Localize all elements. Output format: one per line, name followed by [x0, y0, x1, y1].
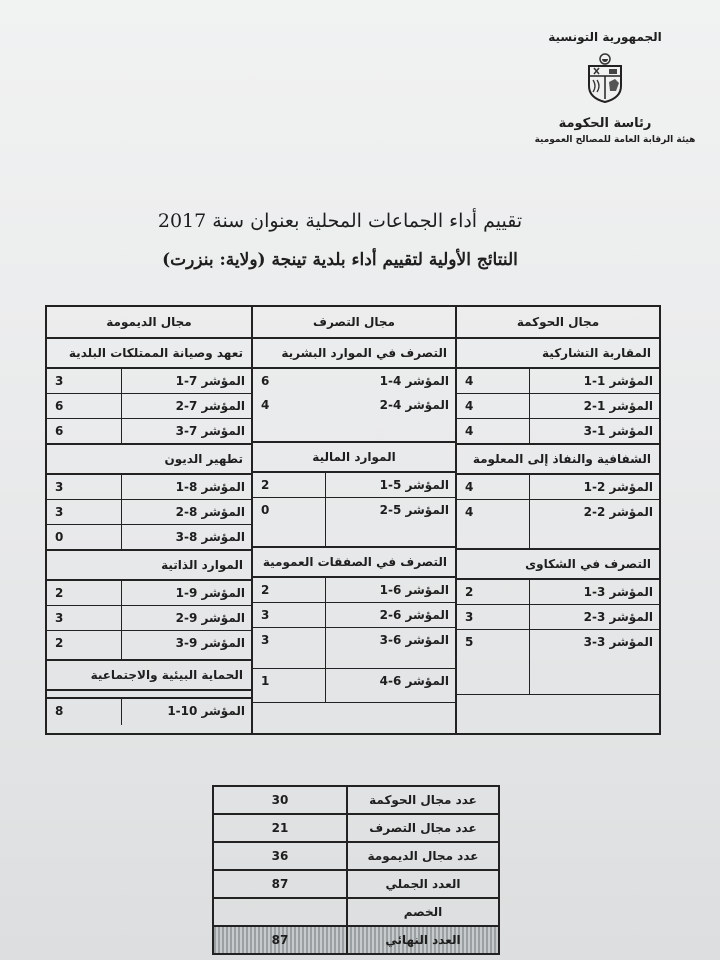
summary-label: الخصم: [346, 899, 498, 925]
domain-governance: [455, 307, 659, 733]
indicator-value: 2: [261, 478, 270, 492]
indicator-label: المؤشر 1-1: [529, 369, 659, 393]
document-subtitle: [60, 250, 620, 270]
indicator-row: [253, 669, 455, 703]
indicator-value: 0: [55, 530, 64, 544]
indicator-row: [253, 628, 455, 669]
indicator-row: [47, 475, 251, 500]
summary-value: 36: [271, 849, 289, 863]
section-property: [47, 339, 251, 445]
domain-title: مجال الديمومة: [47, 307, 251, 339]
indicator-label: المؤشر 9-2: [121, 606, 251, 630]
summary-row: [214, 787, 498, 815]
indicator-label: المؤشر 5-1: [325, 473, 455, 497]
summary-value: [214, 899, 346, 925]
indicator-value: 8: [55, 704, 64, 718]
indicator-label: المؤشر 9-1: [121, 581, 251, 605]
section-title: الموارد الذاتية: [47, 551, 251, 581]
indicator-row: [253, 369, 455, 393]
indicator-value: 6: [55, 424, 64, 438]
section-title: تطهير الديون: [47, 445, 251, 475]
summary-label: عدد مجال الحوكمة: [346, 787, 498, 813]
empty-cell: [253, 703, 455, 733]
summary-label: عدد مجال التصرف: [346, 815, 498, 841]
indicator-value: 4: [465, 424, 474, 438]
domain-title: مجال الحوكمة: [457, 307, 659, 339]
indicator-row: [253, 393, 455, 441]
section-title: الموارد المالية: [253, 443, 455, 473]
section-debts: [47, 445, 251, 551]
indicator-row: [457, 475, 659, 500]
section-title: المقاربة التشاركية: [457, 339, 659, 369]
section-finance: [253, 443, 455, 548]
summary-row: [214, 899, 498, 927]
section-title: التصرف في الموارد البشرية: [253, 339, 455, 369]
letterhead: [530, 30, 696, 145]
indicator-row: [457, 369, 659, 394]
section-title: التصرف في الصفقات العمومية: [253, 548, 455, 578]
indicator-row: [47, 525, 251, 549]
indicator-row: [253, 473, 455, 498]
indicator-value: 3: [261, 608, 270, 622]
indicator-label: المؤشر 2-1: [529, 475, 659, 499]
summary-row: [214, 815, 498, 843]
summary-row: [214, 843, 498, 871]
indicator-value: 4: [465, 374, 474, 388]
indicator-value: 1: [261, 674, 270, 688]
indicator-row: [457, 630, 659, 694]
indicator-row: [47, 369, 251, 394]
indicator-value: 3: [55, 480, 64, 494]
summary-value: 30: [271, 793, 289, 807]
indicator-row: [47, 631, 251, 659]
indicator-value: 4: [465, 399, 474, 413]
section-transparency: [457, 445, 659, 550]
summary-label: عدد مجال الديمومة: [346, 843, 498, 869]
summary-label: العدد الجملي: [346, 871, 498, 897]
section-participatory: [457, 339, 659, 445]
indicator-row: [457, 605, 659, 630]
indicator-label: المؤشر 8-3: [121, 525, 251, 549]
section-own-resources: [47, 551, 251, 661]
section-procurement: [253, 548, 455, 733]
indicator-label: المؤشر 8-1: [121, 475, 251, 499]
document-title: تقييم أداء الجماعات المحلية بعنوان سنة 2017: [157, 210, 523, 232]
government-name: رئاسة الحكومة: [558, 116, 652, 131]
indicator-label: المؤشر 1-3: [529, 419, 659, 443]
indicator-row: [47, 500, 251, 525]
summary-value: 87: [271, 877, 289, 891]
summary-table: [212, 785, 500, 955]
section-complaints: [457, 550, 659, 725]
indicator-value: 2: [55, 586, 64, 600]
section-hr: [253, 339, 455, 443]
indicator-label: المؤشر 3-1: [529, 580, 659, 604]
indicator-value: 6: [55, 399, 64, 413]
indicator-value: 4: [465, 505, 474, 519]
indicator-label: المؤشر 6-1: [325, 578, 455, 602]
indicator-label: المؤشر 4-2: [379, 398, 449, 412]
summary-label: العدد النهائي: [346, 927, 498, 953]
indicator-value: 3: [55, 611, 64, 625]
authority-name: هيئة الرقابة العامة للمصالح العمومية: [534, 135, 696, 145]
indicator-label: المؤشر 10-1: [121, 699, 251, 725]
indicator-row: [457, 500, 659, 524]
indicator-row: [253, 578, 455, 603]
domain-management: [251, 307, 455, 733]
indicator-label: المؤشر 7-2: [121, 394, 251, 418]
indicator-value: 6: [261, 374, 270, 388]
indicator-label: المؤشر 9-3: [121, 631, 251, 659]
indicator-label: المؤشر 2-2: [529, 500, 659, 524]
summary-row-final: [214, 927, 498, 953]
indicator-row: [47, 606, 251, 631]
section-title: الحماية البيئية والاجتماعية: [47, 661, 251, 691]
indicator-label: المؤشر 6-2: [325, 603, 455, 627]
indicator-value: 5: [465, 635, 474, 649]
summary-value: 21: [271, 821, 289, 835]
indicator-label: المؤشر 6-3: [325, 628, 455, 668]
indicator-value: 0: [261, 503, 270, 517]
indicator-label: المؤشر 1-2: [529, 394, 659, 418]
indicator-value: 4: [465, 480, 474, 494]
indicator-value: 2: [465, 585, 474, 599]
indicator-row: [253, 603, 455, 628]
section-title: تعهد وصيانة الممتلكات البلدية: [47, 339, 251, 369]
indicator-row: [47, 699, 251, 725]
indicator-row: [253, 498, 455, 546]
summary-value: 87: [271, 933, 289, 947]
indicator-value: 2: [261, 583, 270, 597]
document-subtitle-text: النتائج الأولية لتقييم أداء بلدية تينجة (ولاية: بنزرت): [162, 250, 518, 270]
indicator-label: المؤشر 3-3: [529, 630, 659, 694]
section-title: التصرف في الشكاوى: [457, 550, 659, 580]
indicator-value: 2: [55, 636, 64, 650]
indicator-label: المؤشر 6-4: [325, 669, 455, 702]
results-table: [45, 305, 661, 735]
empty-row: [457, 524, 659, 548]
indicator-label: المؤشر 8-2: [121, 500, 251, 524]
indicator-value: 4: [261, 398, 270, 412]
indicator-label: المؤشر 3-2: [529, 605, 659, 629]
indicator-value: 3: [55, 505, 64, 519]
indicator-value: 3: [55, 374, 64, 388]
indicator-value: 3: [465, 610, 474, 624]
indicator-row: [47, 394, 251, 419]
summary-row: [214, 871, 498, 899]
section-title: الشفافية والنفاذ إلى المعلومة: [457, 445, 659, 475]
indicator-row: [457, 419, 659, 443]
empty-cell: [457, 694, 659, 725]
indicator-row: [47, 419, 251, 443]
indicator-row: [457, 394, 659, 419]
indicator-label: المؤشر 5-2: [325, 498, 455, 546]
section-environment: [47, 661, 251, 725]
indicator-label: المؤشر 7-3: [121, 419, 251, 443]
indicator-row: [47, 581, 251, 606]
indicator-value: 3: [261, 633, 270, 647]
republic-name: الجمهورية التونسية: [548, 30, 662, 44]
indicator-label: المؤشر 7-1: [121, 369, 251, 393]
domain-sustainability: [47, 307, 251, 733]
indicator-row: [457, 580, 659, 605]
indicator-label: المؤشر 4-1: [379, 374, 449, 388]
domain-title: مجال التصرف: [253, 307, 455, 339]
tunisia-coat-of-arms-icon: [585, 52, 625, 104]
